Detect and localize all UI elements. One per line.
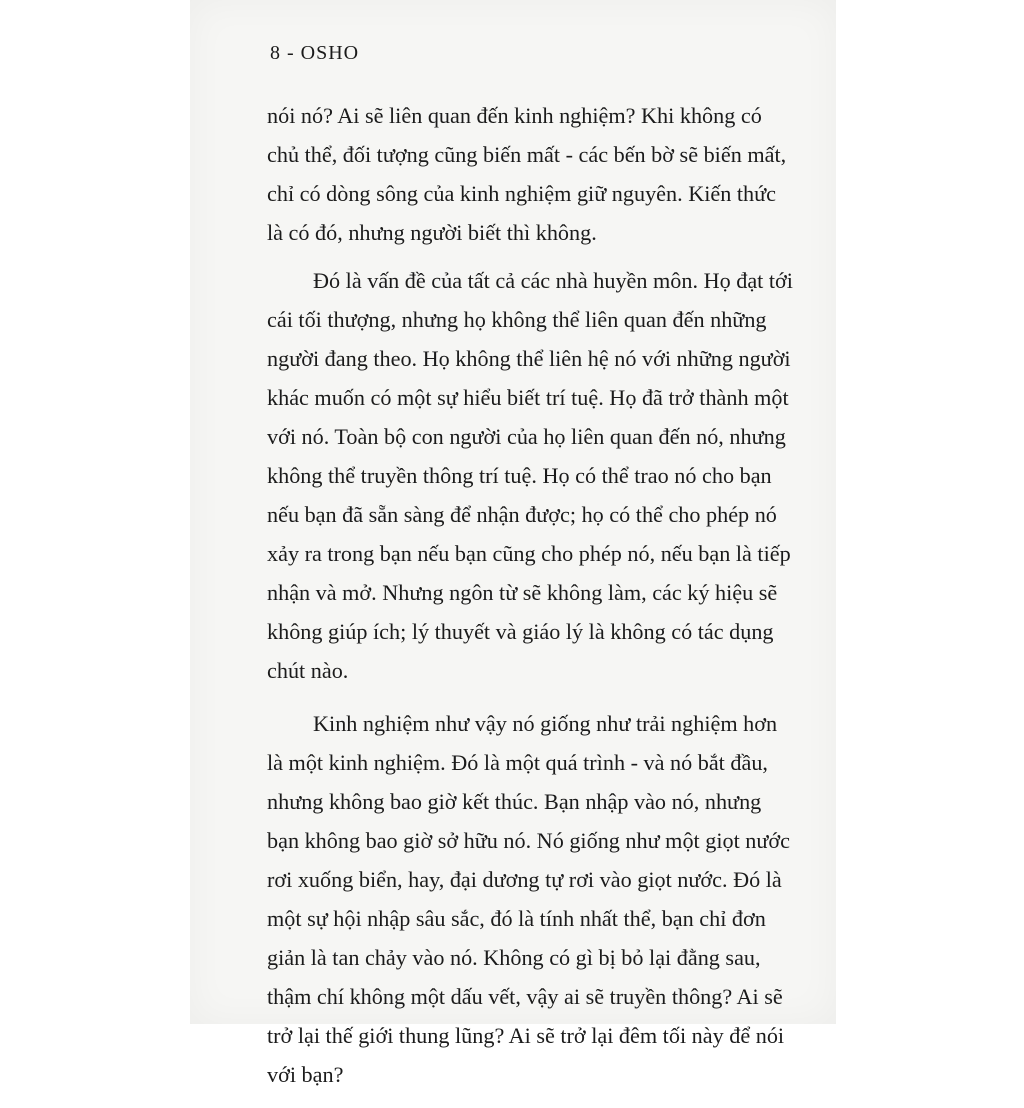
text-line: Kinh nghiệm như vậy nó giống như trải nghiệm hơn	[313, 711, 778, 736]
paragraph	[267, 96, 815, 252]
text-line: chủ thể, đối tượng cũng biến mất - các bến bờ sẽ biến mất,	[267, 142, 787, 167]
text-line: xảy ra trong bạn nếu bạn cũng cho phép nó, nếu bạn là tiếp	[267, 541, 791, 566]
text-line: một sự hội nhập sâu sắc, đó là tính nhất thể, bạn chỉ đơn	[267, 906, 766, 931]
text-line: nhưng không bao giờ kết thúc. Bạn nhập vào nó, nhưng	[267, 789, 762, 814]
text-line: chút nào.	[267, 658, 349, 683]
text-line: trở lại thế giới thung lũng? Ai sẽ trở lại đêm tối này để nói	[267, 1023, 785, 1048]
text-line: khác muốn có một sự hiểu biết trí tuệ. Họ đã trở thành một	[267, 385, 789, 410]
text-line: nếu bạn đã sẵn sàng để nhận được; họ có thể cho phép nó	[267, 502, 777, 527]
body-text	[267, 96, 815, 1108]
paragraph	[267, 261, 815, 690]
text-line: thậm chí không một dấu vết, vậy ai sẽ truyền thông? Ai sẽ	[267, 984, 783, 1009]
text-line: giản là tan chảy vào nó. Không có gì bị bỏ lại đằng sau,	[267, 945, 761, 970]
running-head: 8 - OSHO	[270, 42, 360, 64]
text-line: không giúp ích; lý thuyết và giáo lý là không có tác dụng	[267, 619, 774, 644]
text-line: với bạn?	[267, 1062, 344, 1087]
text-line: nhận và mở. Nhưng ngôn từ sẽ không làm, các ký hiệu sẽ	[267, 580, 778, 605]
text-line: là có đó, nhưng người biết thì không.	[267, 220, 597, 245]
text-line: không thể truyền thông trí tuệ. Họ có thể trao nó cho bạn	[267, 463, 772, 488]
text-line: rơi xuống biển, hay, đại dương tự rơi vào giọt nước. Đó là	[267, 867, 782, 892]
text-line: với nó. Toàn bộ con người của họ liên quan đến nó, nhưng	[267, 424, 786, 449]
book-page	[190, 0, 836, 1087]
text-line: là một kinh nghiệm. Đó là một quá trình - và nó bắt đầu,	[267, 750, 768, 775]
text-line: người đang theo. Họ không thể liên hệ nó với những người	[267, 346, 791, 371]
text-line: cái tối thượng, nhưng họ không thể liên quan đến những	[267, 307, 767, 332]
text-line: chỉ có dòng sông của kinh nghiệm giữ nguyên. Kiến thức	[267, 181, 777, 206]
text-line: nói nó? Ai sẽ liên quan đến kinh nghiệm? Khi không có	[267, 103, 762, 128]
paragraph	[267, 704, 815, 1094]
text-line: bạn không bao giờ sở hữu nó. Nó giống như một giọt nước	[267, 828, 791, 853]
text-line: Đó là vấn đề của tất cả các nhà huyền môn. Họ đạt tới	[313, 268, 793, 293]
